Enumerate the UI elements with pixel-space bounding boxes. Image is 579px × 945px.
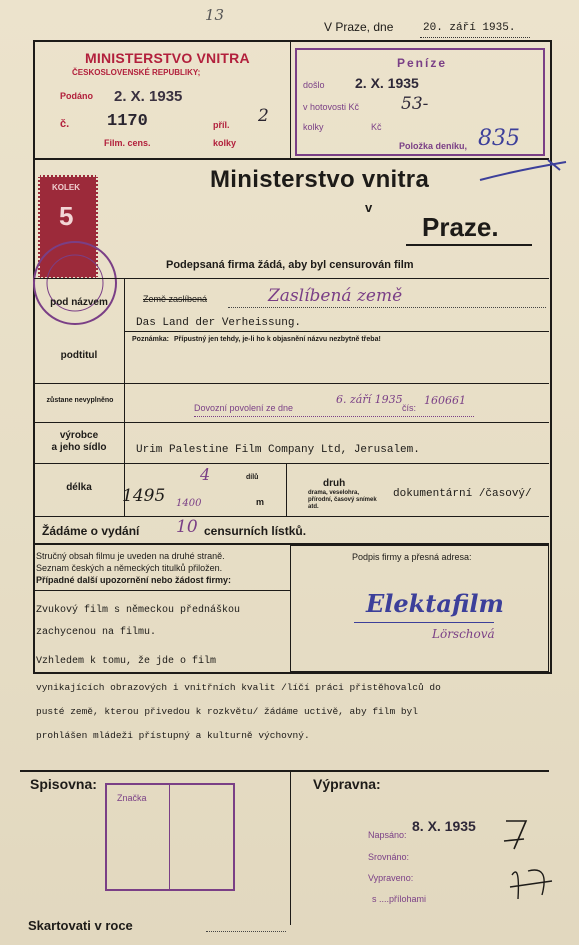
title-row-bottom: [124, 331, 549, 332]
title-city: Praze.: [422, 212, 499, 242]
dispatch-check: [500, 815, 560, 905]
place-date-value: 20. září 1935.: [423, 22, 516, 34]
import-permit-date: 6. září 1935: [336, 393, 403, 406]
producer-label-1: výrobce: [59, 430, 99, 441]
info-line2: Seznam českých a německých titulků přiložen.: [36, 563, 223, 573]
blank-row-label: zůstane nevyplněno: [46, 397, 114, 404]
signature-flourish: [354, 622, 494, 623]
film-cens-label: Film. cens.: [104, 138, 151, 148]
table-top: [34, 278, 549, 279]
producer-value: Urim Palestine Film Company Ltd, Jerusalem.: [136, 444, 420, 456]
title-row-dots: [228, 306, 546, 308]
request-line: Podepsaná firma žádá, aby byl censurován film: [166, 259, 414, 271]
info-line1: Stručný obsah filmu je uveden na druhé straně.: [36, 551, 225, 561]
bottom-mid-divider: [290, 770, 291, 925]
money-received-date: 2. X. 1935: [355, 75, 419, 91]
meters-alt: 1400: [176, 498, 202, 509]
ministry-stamp-line1: MINISTERSTVO VNITRA: [85, 50, 250, 66]
top-divider: [34, 158, 549, 160]
top-mid-divider: [290, 41, 291, 159]
pen-stroke-icon: [478, 158, 568, 188]
kind-label: druh: [323, 478, 346, 489]
signature-signer: Lörschová: [432, 627, 495, 641]
import-permit-prefix: Dovozní povolení ze dne: [194, 403, 294, 413]
mark-box-divider: [169, 785, 170, 889]
note-text: Přípustný jen tehdy, je-li ho k objasnění názvu nezbytně třeba!: [174, 336, 381, 343]
page-mark: 13: [205, 6, 225, 24]
producer-row-bottom: [34, 463, 549, 464]
cash-label: v hotovosti Kč: [303, 102, 360, 112]
bottom-top-rule: [20, 770, 549, 772]
signature-company: Elektafilm: [366, 589, 504, 618]
signature-label: Podpis firmy a přesná adresa:: [352, 552, 472, 562]
stamps-label: kolky: [303, 122, 324, 132]
title-german: Das Land der Verheissung.: [136, 317, 302, 329]
title-czech-prefix: Země zaslíbená: [143, 294, 208, 304]
check-mark-icon: [500, 815, 560, 905]
length-label: délka: [66, 482, 92, 493]
copies-label: kolky: [213, 138, 237, 148]
money-received-label: došlo: [303, 80, 325, 90]
copies-number: 10: [176, 517, 198, 537]
title-v: v: [365, 200, 373, 215]
ministry-seal: [30, 238, 120, 328]
info-text-2: zachycenou na filmu.: [36, 627, 157, 638]
title-main: Ministerstvo vnitra: [210, 166, 430, 193]
round-seal-icon: [30, 238, 120, 328]
kind-value: dokumentární /časový/: [393, 488, 532, 500]
import-permit-no: 160661: [424, 394, 466, 407]
label-column-divider: [124, 278, 125, 516]
kind-hint: drama, veselohra, přírodní, časový snímek atd.: [308, 490, 377, 510]
registry-mark-box: [105, 783, 235, 891]
copies-prefix: Žádáme o vydání: [42, 524, 140, 538]
title-czech-hand: Zaslíbená země: [268, 286, 403, 306]
ledger-label: Položka deníku,: [399, 141, 468, 151]
cash-value: 53-: [401, 94, 429, 114]
title-city-underline: [406, 244, 532, 246]
attachments-value: 2: [258, 106, 269, 126]
meters-value: 1495: [122, 486, 166, 506]
written-label: Napsáno:: [368, 830, 407, 840]
compared-label: Srovnáno:: [368, 852, 410, 862]
received-label: Podáno: [60, 91, 93, 101]
money-stamp-title: Peníze: [397, 56, 448, 70]
shred-dots: [206, 930, 286, 932]
blank-row-bottom: [34, 422, 549, 423]
meters-label: m: [256, 497, 265, 507]
fee-stamp-value: 5: [59, 201, 74, 231]
info-line3: Případné další upozornění nebo žádost firmy:: [36, 575, 232, 585]
place-date-prefix: V Praze, dne: [324, 20, 394, 34]
shred-label: Skartovati v roce: [28, 918, 133, 933]
info-text-6: prohlášen mládeži přístupný a kulturně výchovný.: [36, 730, 310, 741]
info-bottom-rule: [34, 590, 291, 591]
import-permit-no-label: čís:: [402, 403, 417, 413]
ministry-number: 1170: [107, 112, 148, 131]
dispatch-attachments: s ....přílohami: [372, 894, 427, 904]
dispatch-label: Výpravna:: [313, 776, 381, 792]
copies-suffix: censurních lístků.: [204, 524, 307, 538]
length-kind-divider: [286, 463, 287, 516]
info-text-4: vynikajících obrazových i vnitřních kvalit /líčí práci přistěhovalců do: [36, 682, 441, 693]
date-underline: [420, 36, 530, 38]
blue-pen-stroke: [478, 158, 568, 188]
mark-label: Značka: [117, 793, 147, 803]
fee-stamp-text: KOLEK: [52, 183, 80, 192]
ministry-stamp: [60, 48, 275, 156]
ministry-stamp-line2: ČESKOSLOVENSKÉ REPUBLIKY;: [72, 68, 201, 77]
parts-label: dílů: [246, 474, 259, 481]
producer-label-2: a jeho sídlo: [51, 442, 107, 453]
title-row-label: pod názvem: [50, 297, 108, 308]
received-date: 2. X. 1935: [114, 88, 183, 105]
info-text-5: pusté země, kterou přivedou k rozkvětu/ žádáme uctivě, aby film byl: [36, 706, 418, 717]
number-prefix: č.: [60, 118, 70, 130]
ledger-value: 835: [478, 126, 520, 151]
info-text-1: Zvukový film s německou přednáškou: [36, 605, 241, 616]
written-value: 8. X. 1935: [412, 818, 476, 834]
stamps-currency: Kč: [371, 122, 382, 132]
subtitle-row-label: podtitul: [60, 350, 98, 361]
note-label: Poznámka:: [132, 336, 169, 343]
length-row-bottom: [34, 516, 549, 517]
info-text-3: Vzhledem k tomu, že jde o film: [36, 656, 217, 667]
registry-label: Spisovna:: [30, 776, 97, 792]
import-row-dots: [194, 415, 474, 417]
dispatched-label: Vypraveno:: [368, 873, 414, 883]
parts-value: 4: [200, 465, 211, 484]
attachments-label: příl.: [213, 120, 230, 130]
subtitle-row-bottom: [34, 383, 549, 384]
